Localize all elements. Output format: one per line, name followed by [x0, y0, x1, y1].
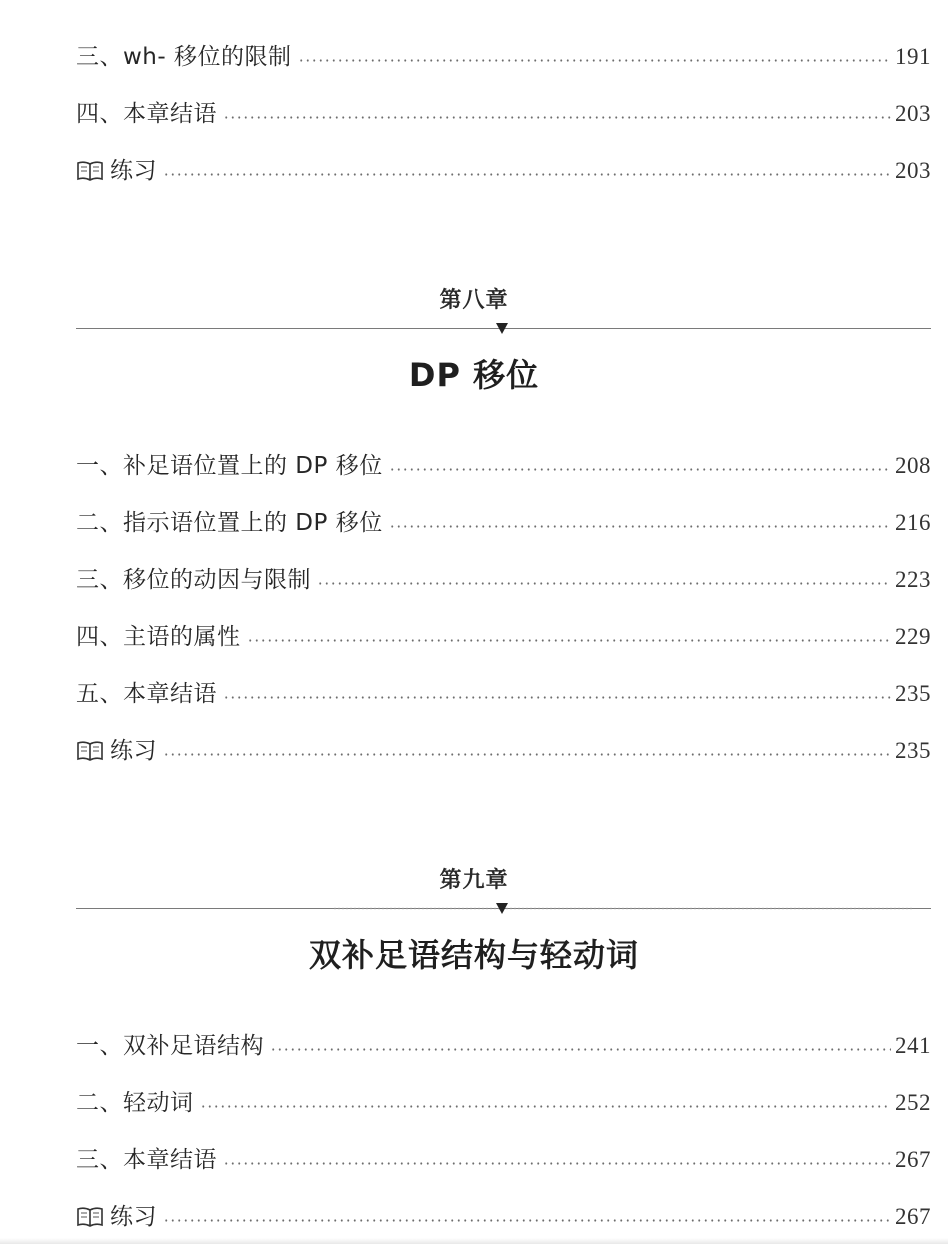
toc-entry-label: 三、移位的动因与限制: [76, 567, 311, 593]
toc-entry-label: 练习: [110, 1204, 157, 1230]
toc-entry-page: 252: [895, 1090, 931, 1115]
toc-entry-exercise[interactable]: [76, 1200, 931, 1234]
book-icon: [76, 739, 104, 763]
dot-leader: [163, 173, 891, 176]
toc-entry[interactable]: [76, 563, 931, 597]
chapter-number: 第九章: [439, 868, 509, 893]
toc-entry-label: 练习: [110, 158, 157, 184]
chapter-number: 第八章: [439, 288, 509, 313]
triangle-marker-icon: [496, 323, 508, 334]
toc-entry-page: 191: [895, 44, 931, 69]
toc-entry-page: 267: [895, 1147, 931, 1172]
toc-entry[interactable]: [76, 1029, 931, 1063]
dot-leader: [163, 753, 891, 756]
toc-entry[interactable]: [76, 449, 931, 483]
toc-entry-page: 267: [895, 1204, 931, 1229]
chapter-divider: [76, 902, 931, 916]
toc-entry-page: 223: [895, 567, 931, 592]
chapter-title: DP 移位: [408, 356, 540, 394]
toc-entry-label: 四、主语的属性: [76, 624, 241, 650]
dot-leader: [223, 116, 891, 119]
toc-entry[interactable]: [76, 1086, 931, 1120]
toc-entry-exercise[interactable]: [76, 154, 931, 188]
toc-entry-page: 216: [895, 510, 931, 535]
toc-entry-label: 二、指示语位置上的 DP 移位: [76, 510, 383, 536]
dot-leader: [223, 696, 891, 699]
toc-entry[interactable]: [76, 506, 931, 540]
toc-entry[interactable]: [76, 1143, 931, 1177]
toc-entry-label: 四、本章结语: [76, 101, 217, 127]
dot-leader: [163, 1219, 891, 1222]
toc-entry-label: 二、轻动词: [76, 1090, 194, 1116]
toc-entry[interactable]: [76, 620, 931, 654]
toc-entry-page: 241: [895, 1033, 931, 1058]
toc-entry-label: 三、wh- 移位的限制: [76, 44, 292, 70]
book-icon: [76, 159, 104, 183]
toc-entry-label: 一、补足语位置上的 DP 移位: [76, 453, 383, 479]
dot-leader: [298, 59, 892, 62]
dot-leader: [317, 582, 891, 585]
toc-entry-page: 235: [895, 681, 931, 706]
toc-entry-page: 229: [895, 624, 931, 649]
chapter-divider: [76, 322, 931, 336]
page-bottom-edge: [0, 1238, 948, 1244]
toc-entry-page: 208: [895, 453, 931, 478]
toc-entry-page: 235: [895, 738, 931, 763]
toc-entry[interactable]: [76, 97, 931, 131]
triangle-marker-icon: [496, 903, 508, 914]
toc-entry-label: 练习: [110, 738, 157, 764]
chapter-title: 双补足语结构与轻动词: [308, 936, 639, 974]
dot-leader: [389, 468, 891, 471]
book-icon: [76, 1205, 104, 1229]
toc-entry[interactable]: [76, 677, 931, 711]
toc-entry-label: 三、本章结语: [76, 1147, 217, 1173]
toc-entry[interactable]: [76, 40, 931, 74]
dot-leader: [247, 639, 892, 642]
dot-leader: [270, 1048, 891, 1051]
toc-entry-page: 203: [895, 158, 931, 183]
dot-leader: [223, 1162, 891, 1165]
toc-entry-label: 五、本章结语: [76, 681, 217, 707]
dot-leader: [389, 525, 891, 528]
toc-entry-label: 一、双补足语结构: [76, 1033, 264, 1059]
toc-entry-exercise[interactable]: [76, 734, 931, 768]
toc-entry-page: 203: [895, 101, 931, 126]
dot-leader: [200, 1105, 892, 1108]
